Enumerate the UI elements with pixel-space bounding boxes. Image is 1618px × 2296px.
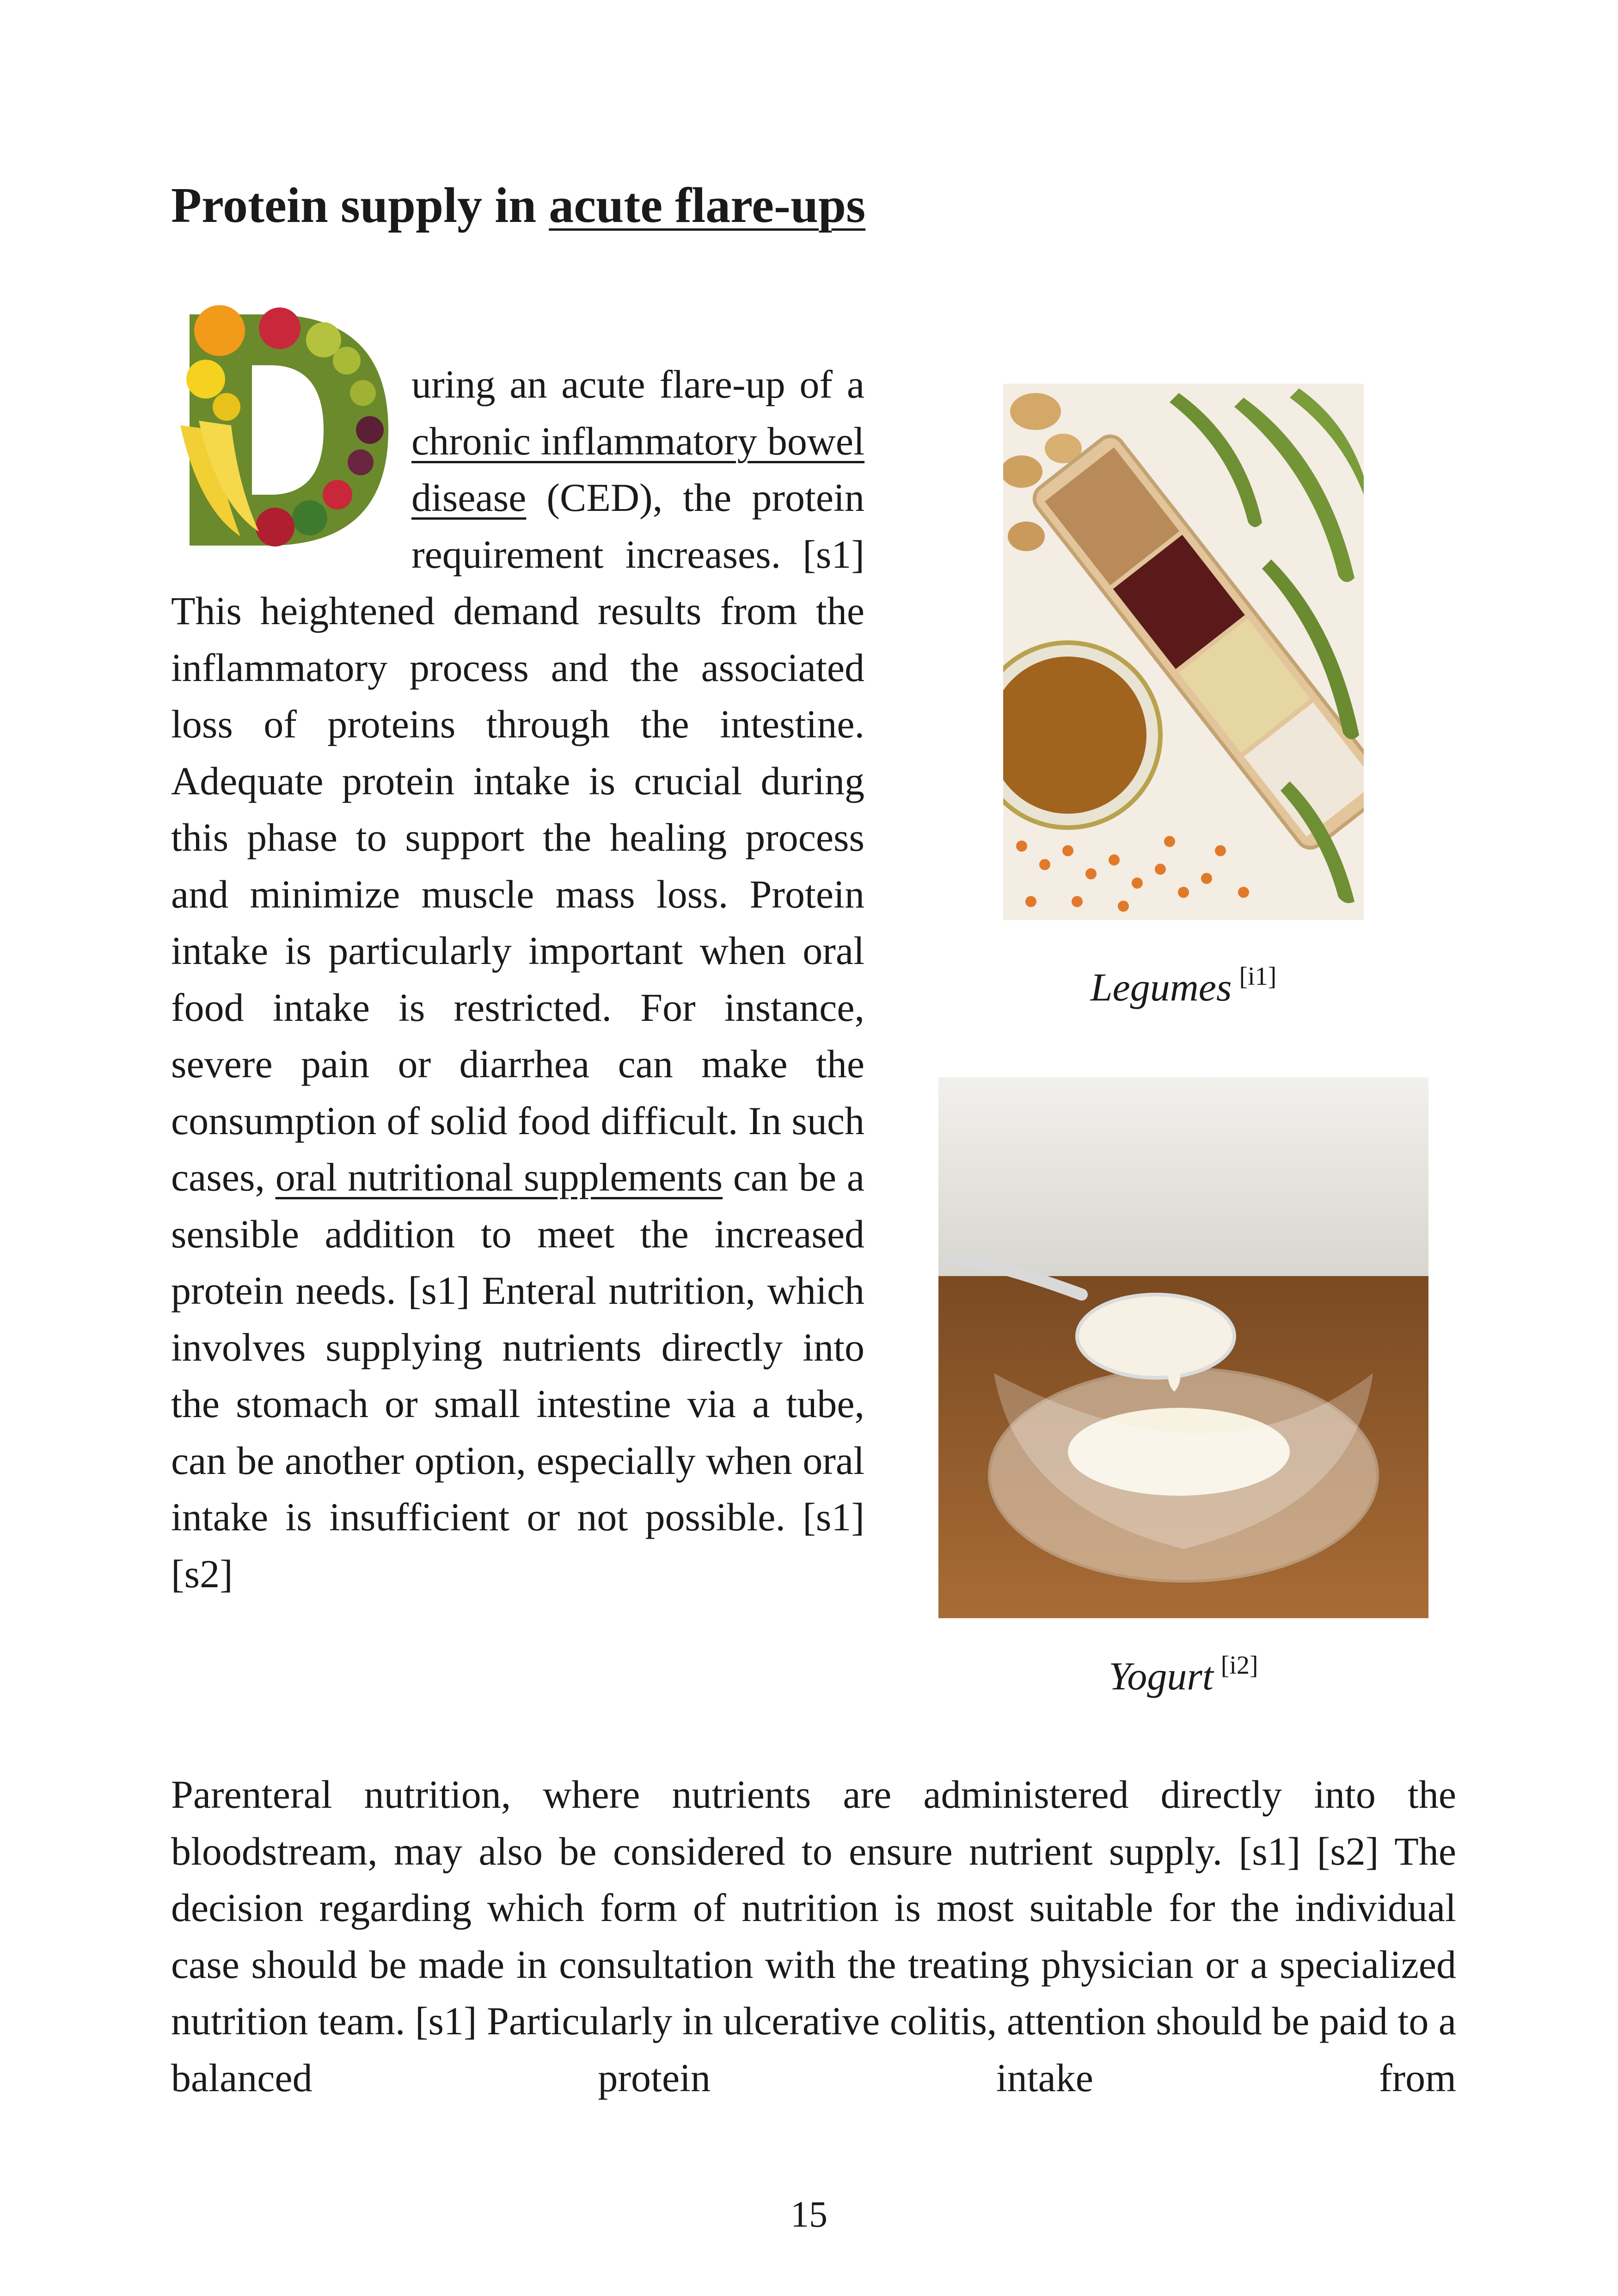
legumes-caption-text: Legumes [1090, 965, 1232, 1009]
link-oral-nutritional-supplements[interactable]: oral nutritional supplements [275, 1155, 723, 1199]
yogurt-image [938, 1077, 1428, 1618]
body-text-1: uring an acute flare-up of a [411, 362, 864, 406]
page-title [171, 176, 865, 236]
body-continuation [171, 1766, 1456, 2106]
body-text-2: (CED), the protein requirement increases. [s1] This heightened demand results from the inflammatory process and the associated loss of proteins through the intestine. Adequate protein intake is crucial during this phase to support the healing process and minimize muscle mass loss. Protein intake is particularly important when oral food intake is restricted. For instance, severe pain or diarrhea can make the consumption of solid food difficult. In such cases, [171, 475, 864, 1199]
title-link-acute-flare-ups[interactable]: acute flare-ups [549, 178, 866, 233]
body-column [171, 356, 864, 1602]
yogurt-caption-text: Yogurt [1109, 1654, 1214, 1698]
title-prefix: Protein supply in [171, 178, 549, 233]
dropcap-fruit-d-image [171, 356, 398, 559]
legumes-image [1003, 384, 1364, 920]
page-number: 15 [791, 2194, 827, 2235]
yogurt-image-ref: [i2] [1220, 1651, 1258, 1680]
continuation-paragraph: Parenteral nutrition, where nutrients are administered directly into the bloodstream, may also be considered to ensure nutrient supply. [s1] [s2] The decision regarding which form of nutrition is most suitable for the individual case should be made in consultation with the treating physician or a specialized nutrition team. [s1] Particularly in ulcerative colitis, attention should be paid to a balanced protein intake from [171, 1772, 1456, 2100]
legumes-caption [1003, 962, 1364, 1010]
link-chronic-inflammatory-bowel-disease[interactable]: chronic inflammatory bowel disease [411, 418, 864, 520]
legumes-image-ref: [i1] [1239, 962, 1277, 991]
body-text-3: can be a sensible addition to meet the increased protein needs. [s1] Enteral nutrition, which involves supplying nutrients directly into the stomach or small intestine via a tube, can be another option, especially when oral intake is insufficient or not possible. [s1] [s2] [171, 1155, 864, 1596]
yogurt-caption [938, 1651, 1428, 1699]
